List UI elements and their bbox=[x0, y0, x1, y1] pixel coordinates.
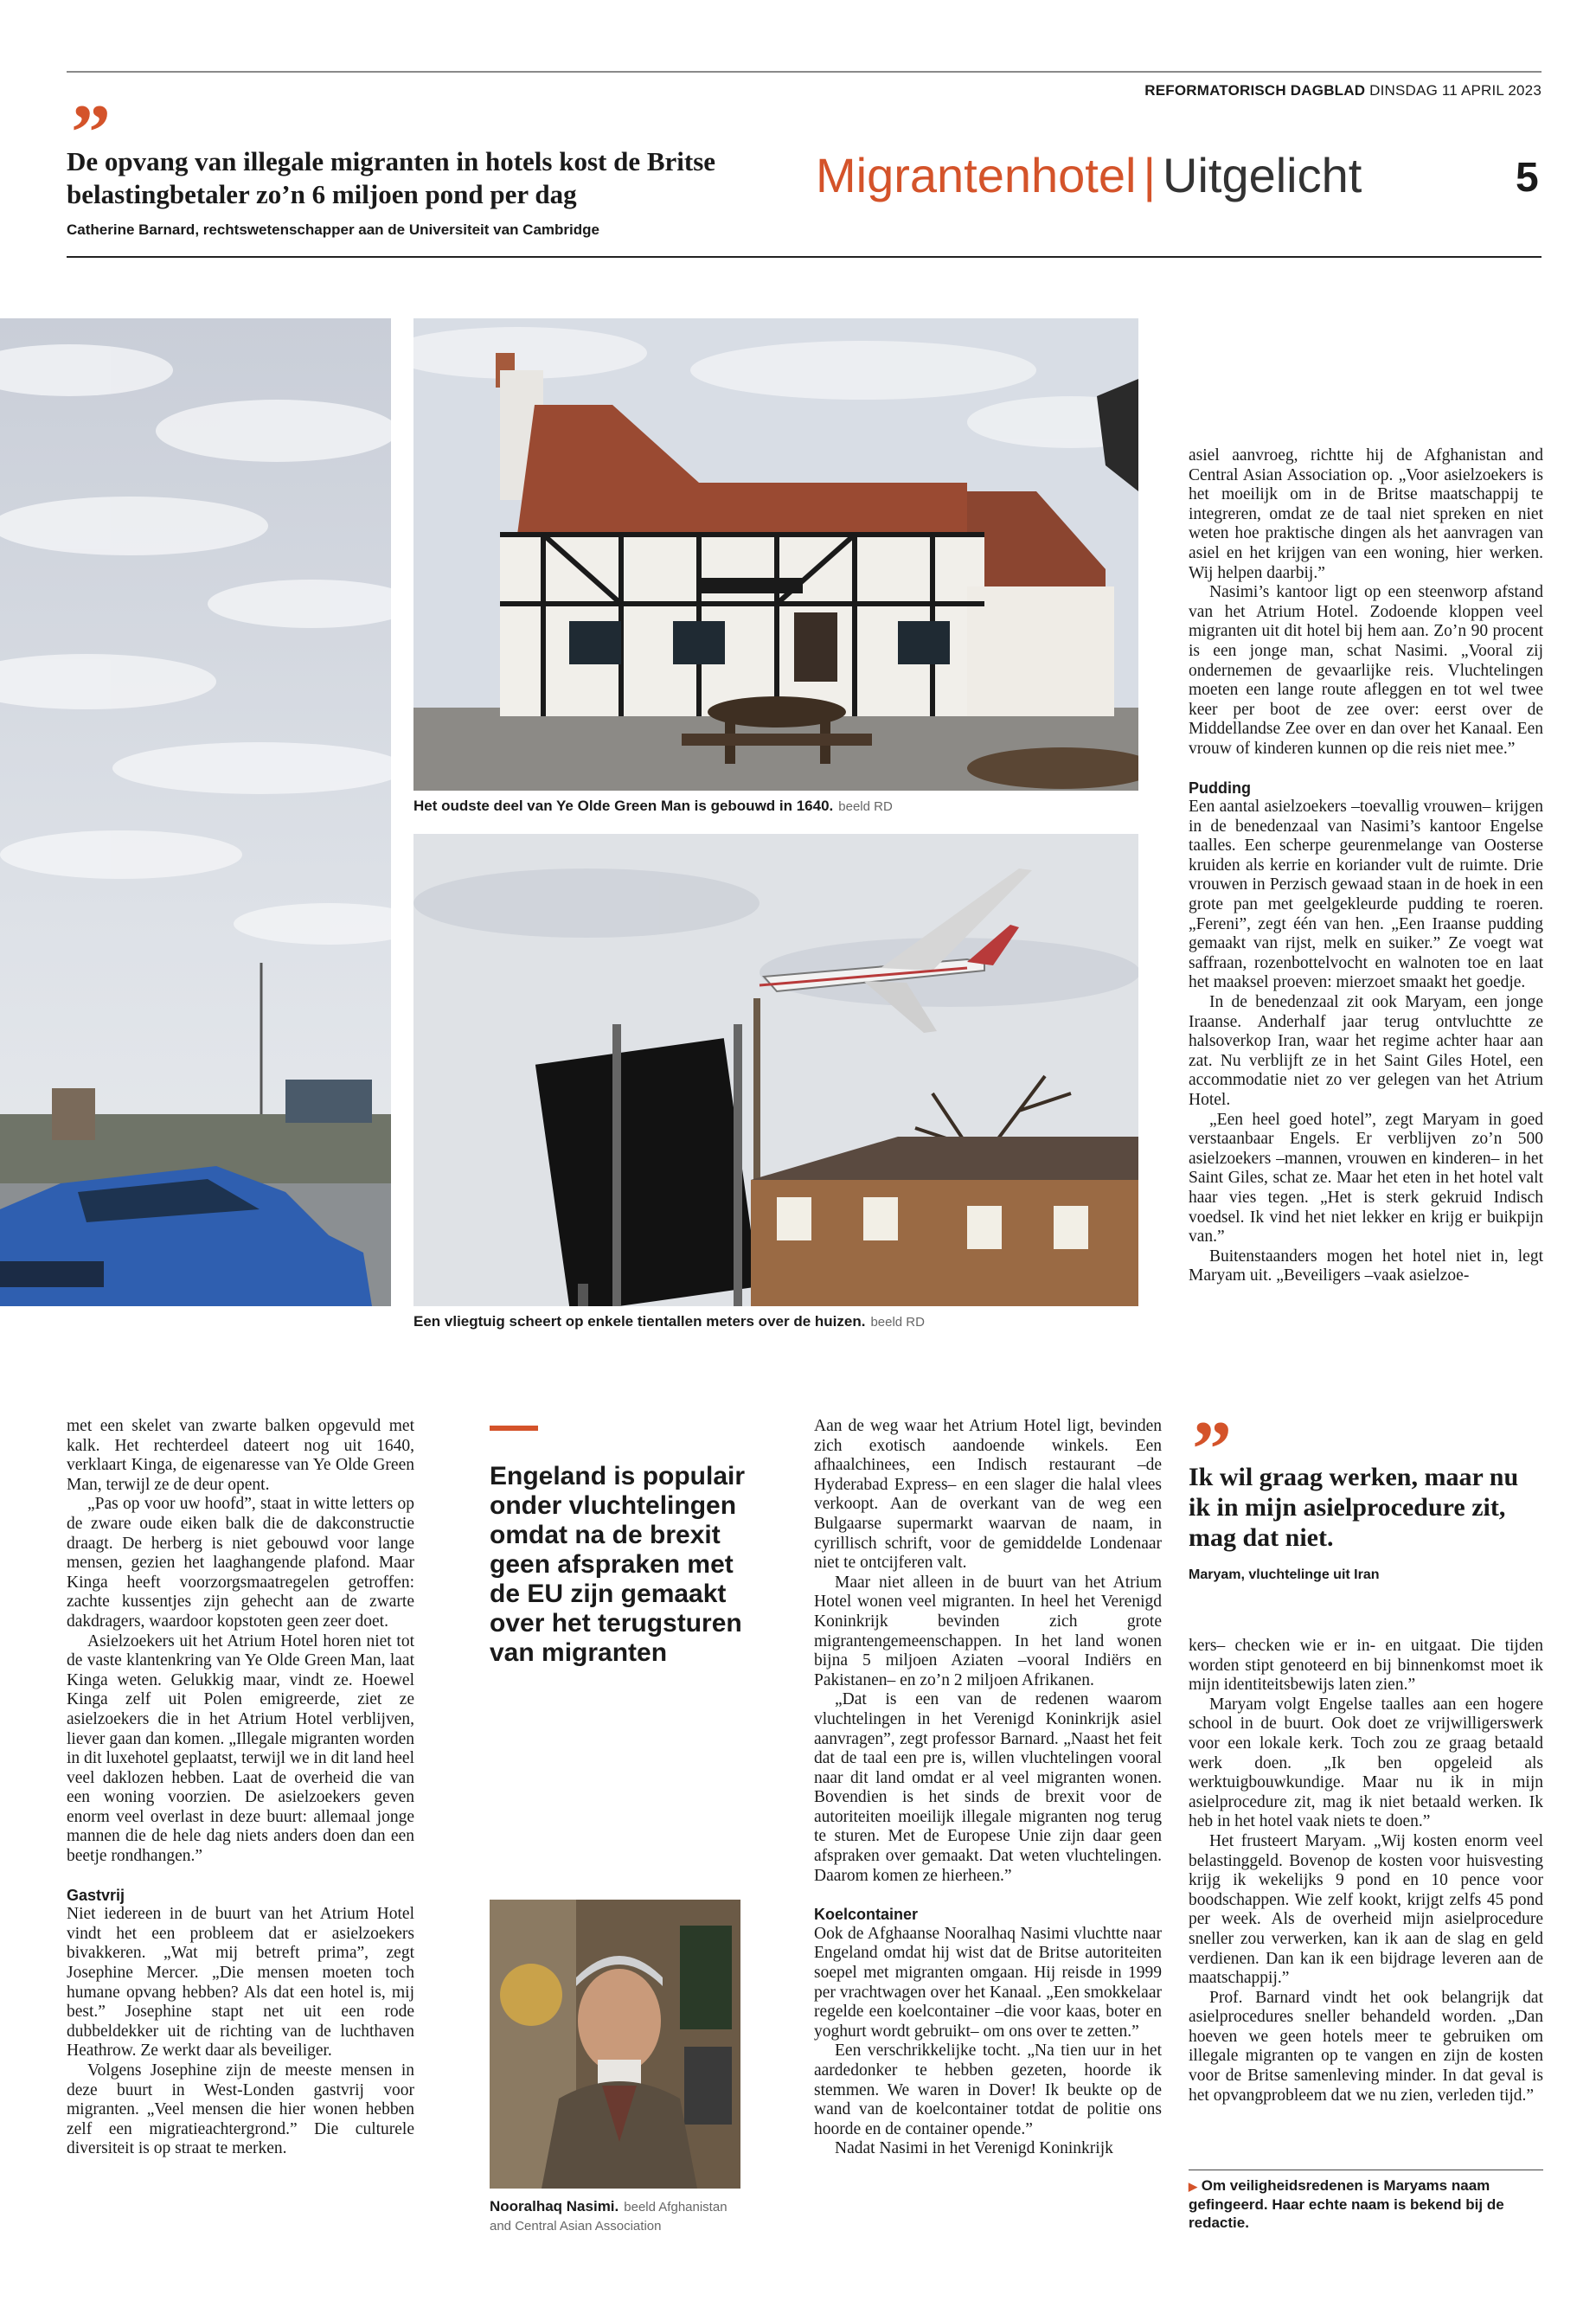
article-column-3 bbox=[814, 1417, 1162, 2159]
col4b-paragraph-3: Het frusteert Maryam. „Wij kosten enorm veel belastinggeld. Bovenop de kosten voor huisvesting krijg ik wekelijks 9 pond en 10 pence voor boodschappen. Wie zelf kookt, krijgt zelfs 45 pond per week. Als de overheid mijn asielprocedure sneller zou verwerken, kan ik aan de slag en geld verdienen. Dan kan ik een bijdrage leveren aan de maatschappij.” bbox=[1189, 1831, 1543, 1988]
col3-paragraph-2: Maar niet alleen in de buurt van het Atrium Hotel wonen veel migranten. In heel het Verenigd Koninkrijk bevinden zich grote migrantengemeenschappen. In het land wonen bijna 5 miljoen Aziaten –vooral Indiërs en Pakistanen– en zo’n 2 miljoen Afrikanen. bbox=[814, 1573, 1162, 1689]
section-main: Migrantenhotel bbox=[816, 148, 1137, 202]
portrait-photo bbox=[490, 1900, 740, 2189]
section-title bbox=[816, 147, 1362, 204]
col1-paragraph-3: Asielzoekers uit het Atrium Hotel horen niet tot de vaste klantenkring van Ye Olde Green Man, laat Kinga weten. Gelukkig maar, vindt ze. Hoewel Kinga zelf uit Polen emigreerde, ziet ze asielzoekers die in het Atrium Hotel verblijven, liever gaan dan komen. „Illegale migranten worden in dit luxehotel geplaatst, terwijl we in dit land heel veel daklozen hebben. Laat de overheid die van een woning voorzien. De asielzoekers geven enorm veel overlast in deze buurt: allemaal jonge mannen die de hele dag niets anders doen dan een beetje rondhangen.” bbox=[67, 1631, 414, 1866]
col4-paragraph-2: Nasimi’s kantoor ligt op een steenworp afstand van het Atrium Hotel. Zodoende kloppen veel migranten uit dit hotel bij hem aan. Zo’n 90 procent is een jonge man, schat Nasimi. „Vooral zij ondernemen de gevaarlijke reis. Vluchtelingen moeten een lange route afleggen en tot wel twee keer per boot de zee over: eerst over de Middellandse Zee over en dan over het Kanaal. Een vrouw of kinderen kunnen op die reis niet mee.” bbox=[1189, 583, 1543, 758]
top-rule bbox=[67, 71, 1542, 73]
col3-paragraph-4: Ook de Afghaanse Nooralhaq Nasimi vluchtte naar Engeland omdat hij wist dat de Britse autoriteiten soepel met migranten omgaan. Hij reisde in 1999 per vrachtwagen over het Kanaal. „Een smokkelaar regelde een koelcontainer –die voor kaas, boter en yoghurt wordt gebruikt– om ons over te zetten.” bbox=[814, 1924, 1162, 2041]
section-sub: Uitgelicht bbox=[1163, 148, 1362, 202]
header-quote: De opvang van illegale migranten in hotels kost de Britse belastingbetaler zo’n 6 miljoen pond per dag bbox=[67, 146, 716, 209]
masthead bbox=[1144, 82, 1542, 99]
col1-paragraph-4: Niet iedereen in de buurt van het Atrium Hotel vindt het een probleem dat er asielzoekers bivakkeren. „Wat mij betreft prima”, zegt Josephine Mercer. „Die mensen moeten toch humane opvang hebben? Als dat een hotel is, mij best.” Josephine stapt net uit een rode dubbeldekker uit de richting van de luchthaven Heathrow. Ze werkt daar als beveiliger. bbox=[67, 1905, 414, 2061]
pullquote-dash bbox=[490, 1426, 538, 1431]
article-column-1 bbox=[67, 1417, 414, 2159]
plane-caption-text: Een vliegtuig scheert op enkele tientallen meters over de huizen. bbox=[413, 1313, 866, 1330]
pub-photo bbox=[413, 318, 1138, 791]
col1-paragraph-1: met een skelet van zwarte balken opgevuld met kalk. Het rechterdeel dateert nog uit 1640, verklaart Kinga, de eigenaresse van Ye Olde Green Man, terwijl ze de deur opent. bbox=[67, 1417, 414, 1494]
col3-paragraph-3: „Dat is een van de redenen waarom vluchtelingen in het Verenigd Koninkrijk asiel aanvragen”, zegt professor Barnard. „Naast het feit dat de taal een pre is, willen vluchtelingen vooral naar dit land omdat er al veel migranten wonen. Bovendien is het sinds de brexit voor de autoriteiten moeilijk illegale migranten nog terug te sturen. Met de Europese Unie zijn daar geen afspraken over gemaakt. Dat weten vluchtelingen. Daarom komen ze hierheen.” bbox=[814, 1690, 1162, 1885]
street-photo bbox=[0, 318, 391, 1306]
article-column-4-bottom bbox=[1189, 1637, 1543, 2106]
col3-paragraph-5: Een verschrikkelijke tocht. „Na tien uur in het aardedonker te hebben gezeten, hoorde ik stemmen. We waren in Dover! Ik beukte op de wand van de koelcontainer totdat de politie ons hoorde en de container opende.” bbox=[814, 2041, 1162, 2138]
col4b-paragraph-1: kers– checken wie er in- en uitgaat. Die tijden worden stipt genoteerd en bij binnenkomst moet ik mijn identiteitsbewijs laten zien.” bbox=[1189, 1637, 1543, 1695]
pullquote: Engeland is populair onder vluchtelingen omdat na de brexit geen afspraken met de EU zijn gemaakt over het terugsturen van migranten bbox=[490, 1462, 746, 1667]
col3-paragraph-6: Nadat Nasimi in het Verenigd Koninkrijk bbox=[835, 2139, 1113, 2158]
portrait-caption bbox=[490, 2197, 749, 2235]
header-attribution: Catherine Barnard, rechtswetenschapper aan de Universiteit van Cambridge bbox=[67, 221, 599, 238]
col1-subheading: Gastvrij bbox=[67, 1886, 125, 1904]
portrait-credit: beeld Afghanistan and Central Asian Association bbox=[490, 2200, 727, 2234]
col4-paragraph-4: In de benedenzaal zit ook Maryam, een jonge Iraanse. Anderhalf jaar terug ontvluchtte ze halsoverkop Iran, waar het regime achter haar aan zat. Nu verblijft ze in het Saint Giles Hotel, een accommodatie niet zo ver gelegen van het Atrium Hotel. bbox=[1189, 993, 1543, 1109]
note-arrow-icon: ▶ bbox=[1189, 2180, 1197, 2193]
header-rule bbox=[67, 256, 1542, 258]
portrait-caption-text: Nooralhaq Nasimi. bbox=[490, 2198, 619, 2214]
col4-subheading: Pudding bbox=[1189, 779, 1251, 797]
col3-subheading: Koelcontainer bbox=[814, 1906, 919, 1924]
masthead-date: DINSDAG 11 APRIL 2023 bbox=[1369, 82, 1542, 99]
col4-paragraph-5: „Een heel goed hotel”, zegt Maryam in goed verstaanbaar Engels. Er verblijven zo’n 500 asielzoekers –mannen, vrouwen en kinderen– in het Saint Giles, schat ze. Maar het eten in het hotel valt haar vies tegen. „Het is sterk gekruid Indisch voedsel. Ik vind het niet lekker en krijg er buikpijn van.” bbox=[1189, 1110, 1543, 1247]
plane-credit: beeld RD bbox=[870, 1315, 925, 1330]
pub-caption bbox=[413, 798, 1138, 815]
page-number: 5 bbox=[1516, 155, 1539, 201]
col4b-paragraph-4: Prof. Barnard vindt het ook belangrijk dat asielprocedures sneller behandeld worden. „Dan hoeven we geen hotels meer te gebruiken om illegale migranten op te vangen en zijn de kosten voor de Britse samenleving minder. In dat geval is het opvangprobleem dat we nu zien, verleden tijd.” bbox=[1189, 1988, 1543, 2105]
col4-paragraph-3: Een aantal asielzoekers –toevallig vrouwen– krijgen in de benedenzaal van Nasimi’s kantoor Engelse taalles. Een scherpe geurenmelange van Oosterse kruiden als kerrie en koriander vult de ruimte. Drie vrouwen in Perzisch gewaad staan in de hoek in een grote pan met geelgekleurde pudding te roeren. „Fereni”, zegt één van hen. „Een Iraanse pudding gemaakt van rijst, melk en suiker.” Ze voegt wat saffraan, rozenbottelvocht en walnoten toe en laat het maaksel proeven: mierzoet smaakt het goedje. bbox=[1189, 798, 1543, 992]
section-divider: | bbox=[1143, 148, 1156, 202]
col1-paragraph-2: „Pas op voor uw hoofd”, staat in witte letters op de zware oude eiken balk die de dakconstructie draagt. De herberg is niet gebouwd voor lange mensen, gezien het laaghangende plafond. Maar Kinga heeft voorzorgsmaatregelen getroffen: zachte kussentjes zijn gehecht aan de zwarte dakdragers, waardoor kopstoten geen zeer doet. bbox=[67, 1495, 414, 1631]
maryam-attribution: Maryam, vluchtelinge uit Iran bbox=[1189, 1567, 1380, 1582]
col4-paragraph-1: asiel aanvroeg, richtte hij de Afghanistan and Central Asian Association op. „Voor asielzoekers is het moeilijk om in de Britse maatschappij te integreren, omdat ze de taal niet spreken en niet weten hoe praktische dingen als het aanvragen van asiel en het krijgen van een woning, hier werken. Wij helpen daarbij.” bbox=[1189, 446, 1543, 582]
col4b-paragraph-2: Maryam volgt Engelse taalles aan een hogere school in de buurt. Ook doet ze vrijwilligerswerk voor een lokale kerk. Toch zou ze graag betaald werk doen. „Ik ben opgeleid als werktuigbouwkundige. Maar nu ik in mijn asielprocedure zit, mag ik niet betaald werken. Ik heb in het hotel vaak niets te doen.” bbox=[1189, 1695, 1543, 1831]
plane-photo bbox=[413, 834, 1138, 1306]
masthead-paper: REFORMATORISCH DAGBLAD bbox=[1144, 82, 1366, 99]
col3-paragraph-1: Aan de weg waar het Atrium Hotel ligt, bevinden zich exotisch aandoende winkels. Een afhaalchinees, een Indisch restaurant –de Hyderabad Express– en een slager die halal vlees verkoopt. Aan de overkant van de weg een Bulgaarse supermarkt waarvan de naam, in cyrillisch schrift, voor de gemiddelde Londenaar niet te ontcijferen valt. bbox=[814, 1417, 1162, 1573]
editorial-note bbox=[1189, 2176, 1543, 2232]
article-column-4-top bbox=[1189, 446, 1543, 1286]
note-text: Om veiligheidsredenen is Maryams naam gefingeerd. Haar echte naam is bekend bij de redactie. bbox=[1189, 2177, 1504, 2231]
col4-paragraph-6: Buitenstaanders mogen het hotel niet in, legt Maryam uit. „Beveiligers –vaak asielzoe- bbox=[1189, 1247, 1543, 1285]
maryam-quote: Ik wil graag werken, maar nu ik in mijn asielprocedure zit, mag dat niet. bbox=[1189, 1463, 1519, 1552]
pub-credit: beeld RD bbox=[838, 799, 893, 814]
plane-caption bbox=[413, 1313, 1138, 1330]
col1-paragraph-5: Volgens Josephine zijn de meeste mensen in deze buurt in West-Londen gastvrij voor migranten. „Veel mensen die hier wonen hebben zelf een migratieachtergrond.” Die culturele diversiteit is op straat te merken. bbox=[67, 2061, 414, 2158]
quote-mark-icon bbox=[71, 102, 111, 145]
quote-mark-icon-2 bbox=[1192, 1419, 1232, 1462]
pub-caption-text: Het oudste deel van Ye Olde Green Man is gebouwd in 1640. bbox=[413, 798, 834, 814]
